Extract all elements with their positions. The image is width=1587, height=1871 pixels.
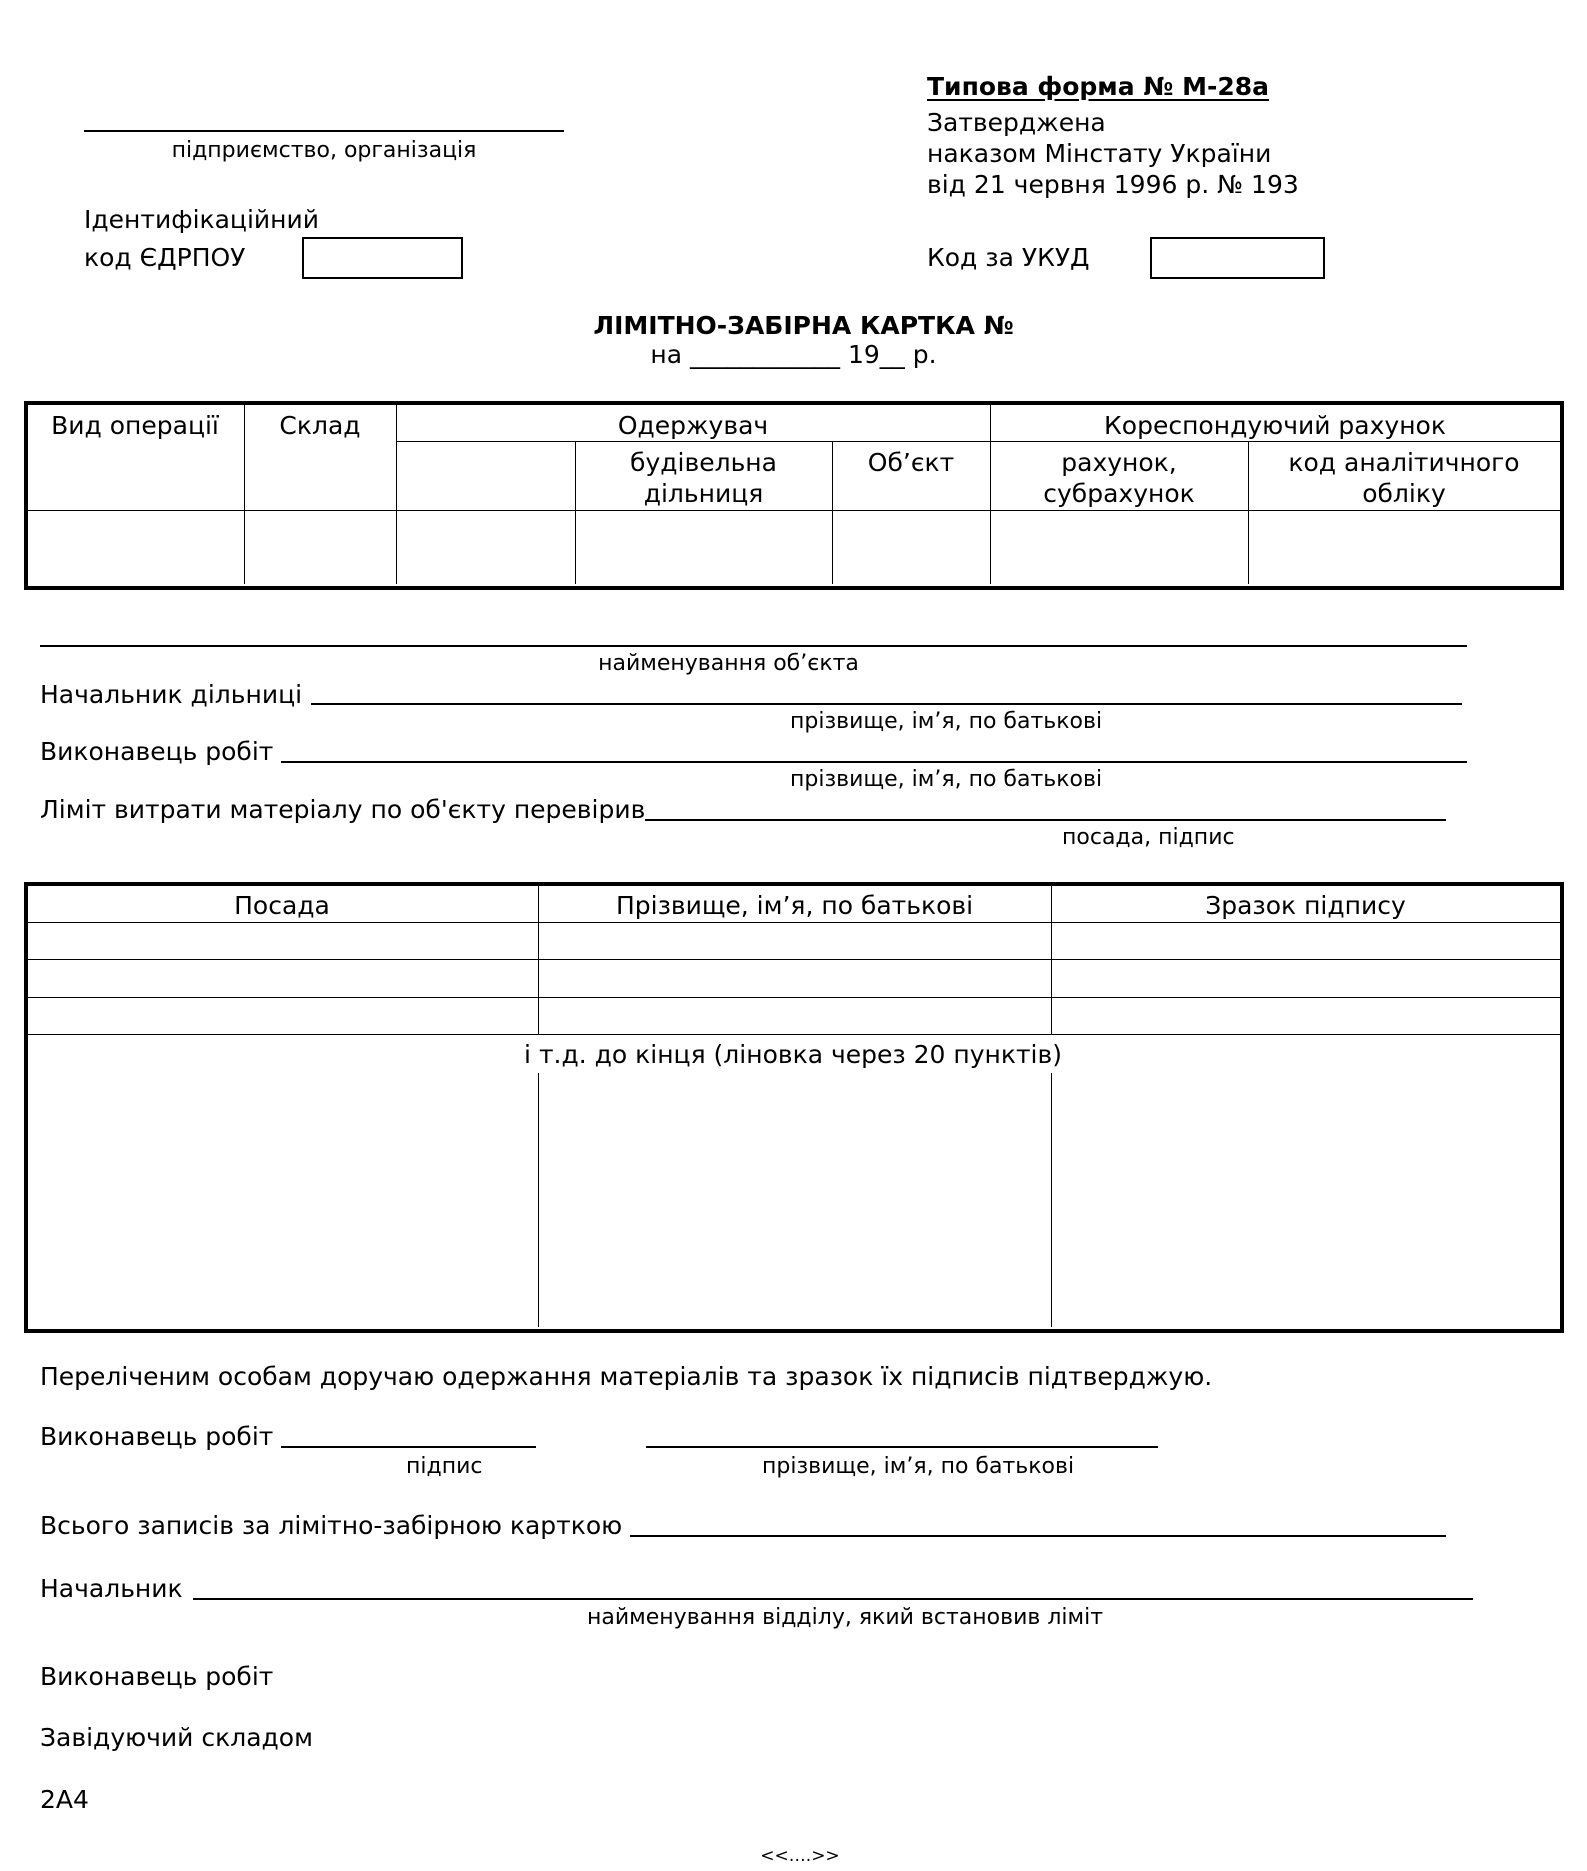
format-code: 2А4 — [40, 1785, 89, 1814]
executor-caption: прізвище, ім’я, по батькові — [790, 767, 1103, 792]
cell-account[interactable] — [992, 512, 1246, 580]
name-caption: прізвище, ім’я, по батькові — [762, 1454, 1075, 1479]
col-analytic-code-2: обліку — [1362, 479, 1446, 508]
cell-warehouse[interactable] — [246, 512, 394, 580]
col-object: Об’єкт — [867, 448, 955, 477]
operation-table-line — [26, 510, 1560, 511]
executor-name-line[interactable] — [646, 1446, 1158, 1448]
cell-object[interactable] — [834, 512, 988, 580]
limit-checked-line[interactable] — [645, 819, 1446, 821]
form-number-title: Типова форма № М-28а — [927, 72, 1269, 101]
card-title: ЛІМІТНО-ЗАБІРНА КАРТКА № — [593, 311, 1014, 340]
ukud-label: Код за УКУД — [927, 243, 1090, 272]
limit-checked-label: Ліміт витрати матеріалу по об'єкту перевірив — [40, 795, 646, 824]
signature-row[interactable] — [28, 999, 1558, 1033]
signatures-table-line — [26, 997, 1560, 998]
executor-line[interactable] — [281, 761, 1467, 763]
object-name-caption: найменування об’єкта — [598, 651, 859, 676]
cell-operation-type[interactable] — [28, 512, 242, 580]
object-name-line[interactable] — [40, 645, 1467, 647]
col-analytic-code-1: код аналітичного — [1288, 448, 1520, 477]
card-date-line: на ____________ 19__ р. — [650, 340, 937, 369]
warehouse-head-label: Завідуючий складом — [40, 1723, 313, 1752]
signature-row[interactable] — [28, 961, 1558, 996]
chief-label: Начальник — [40, 1574, 183, 1603]
signatures-table-line — [1051, 1073, 1052, 1327]
edrpou-label-line1: Ідентифікаційний — [84, 205, 319, 234]
organization-line[interactable] — [84, 130, 564, 132]
col-construction-site-2: дільниця — [643, 479, 764, 508]
approved-line-2: наказом Мінстату України — [927, 139, 1272, 168]
signatures-table-line — [538, 1073, 539, 1327]
operation-table-line — [396, 441, 1560, 442]
total-records-label: Всього записів за лімітно-забірною карткою — [40, 1511, 623, 1540]
signature-row[interactable] — [28, 924, 1558, 958]
col-account-2: субрахунок — [1043, 479, 1195, 508]
signatures-table-line — [26, 959, 1560, 960]
edrpou-code-box[interactable] — [302, 237, 463, 279]
site-head-label: Начальник дільниці — [40, 680, 303, 709]
col-corresponding-account: Кореспондуючий рахунок — [1104, 411, 1446, 440]
approved-line-1: Затверджена — [927, 108, 1106, 137]
col-operation-type: Вид операції — [51, 411, 219, 440]
col-warehouse: Склад — [279, 411, 361, 440]
signatures-table-line — [26, 1034, 1560, 1035]
approved-line-3: від 21 червня 1996 р. № 193 — [927, 170, 1299, 199]
cell-construction-site[interactable] — [577, 512, 830, 580]
signatures-table-line — [26, 922, 1560, 923]
page-marker: <<….>> — [760, 1846, 840, 1866]
executor-label: Виконавець робіт — [40, 737, 274, 766]
col-position: Посада — [234, 891, 330, 920]
cell-analytic-code[interactable] — [1250, 512, 1558, 580]
footer-executor-label: Виконавець робіт — [40, 1422, 274, 1451]
col-full-name: Прізвище, ім’я, по батькові — [615, 891, 974, 920]
organization-caption: підприємство, організація — [171, 138, 477, 163]
col-recipient: Одержувач — [617, 411, 769, 440]
col-signature-sample: Зразок підпису — [1205, 891, 1406, 920]
delegation-statement: Переліченим особам доручаю одержання матеріалів та зразок їх підписів підтверджую. — [40, 1362, 1213, 1391]
cell-recipient[interactable] — [398, 512, 573, 580]
col-construction-site-1: будівельна — [630, 448, 777, 477]
col-account-1: рахунок, — [1061, 448, 1177, 477]
ukud-code-box[interactable] — [1150, 237, 1325, 279]
total-records-line[interactable] — [630, 1535, 1446, 1537]
footer-executor-label-2: Виконавець робіт — [40, 1662, 274, 1691]
site-head-caption: прізвище, ім’я, по батькові — [790, 709, 1103, 734]
signature-caption: підпис — [406, 1454, 483, 1479]
executor-signature-line[interactable] — [281, 1446, 536, 1448]
limit-checked-caption: посада, підпис — [1062, 825, 1235, 850]
ruling-note: і т.д. до кінця (ліновка через 20 пунктів) — [524, 1040, 1062, 1069]
edrpou-label-line2: код ЄДРПОУ — [84, 243, 246, 272]
chief-caption: найменування відділу, який встановив ліміт — [587, 1605, 1104, 1630]
site-head-line[interactable] — [311, 703, 1462, 705]
chief-line[interactable] — [193, 1598, 1473, 1600]
